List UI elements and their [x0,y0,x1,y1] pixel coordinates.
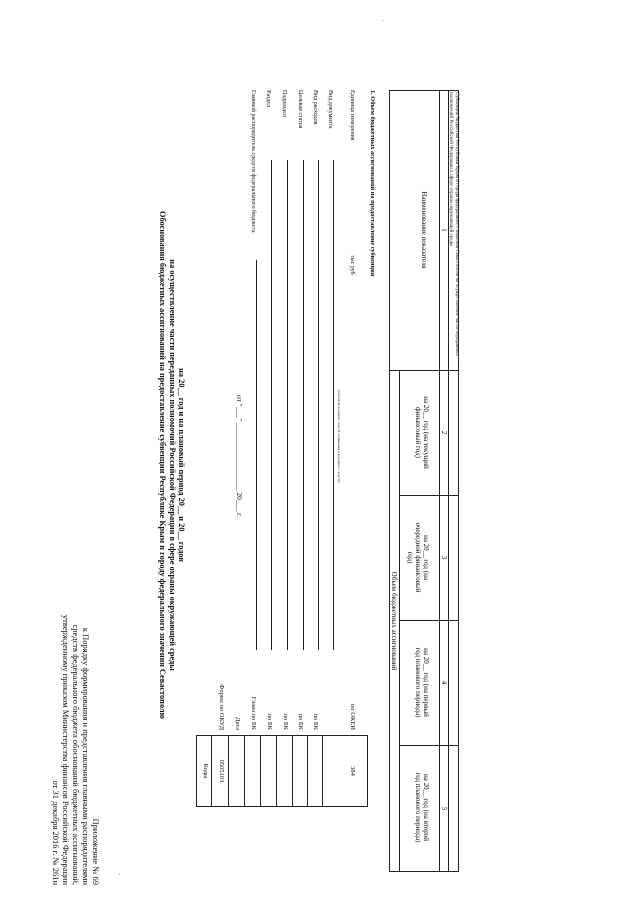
table-header-col-5: на 20__ год (на второй год планового периода) [413,772,430,843]
codes-divider [211,735,212,807]
codes-divider [322,735,323,807]
form-title-line-3: на 20__ год и на плановый период 20__ и 20__ годов [177,368,186,562]
field-document-type: Вид документа [327,90,333,129]
codes-label-bk-4: по БК [312,713,319,730]
scan-speck [383,20,384,21]
codes-divider [260,735,261,807]
table-number-4: 4 [440,680,448,685]
codes-label-bk-2: по БК [282,713,289,730]
field-line-subsection [287,160,288,650]
appendix-line-3: утвержденному приказом Министерства финансов Российской Федерации [61,614,71,885]
table-row-label: Субвенция бюджетам Республики Крым и города федерального значения Севастополя на осуществление части переданных полномочий Российской Федерации в сфере охраны окружающей среды [448,92,459,356]
codes-divider [244,735,245,807]
date-line: от "___" __________________ 20___ г. [235,395,244,518]
table-col-divider [400,620,459,621]
codes-value-okei: 384 [349,766,356,776]
appendix-line-1: к Порядку формирования и представления главными распорядителями [81,627,91,885]
codes-label-bk-1: по БК [266,713,273,730]
codes-label-okud: Форма по ОКУД [218,684,225,730]
codes-value-okud: 0505103 [218,759,225,783]
table-number-3: 3 [440,555,448,560]
codes-divider [307,735,308,807]
field-line-expense-type [318,160,319,650]
form-title-line-2: на осуществление части переданных полномочий Российской Федерации в сфере охраны окружающей среды [168,259,177,671]
form-title-line-1: Обоснования бюджетных ассигнований на предоставление субвенции Республике Крым и городу федерального значения Севастополю [158,211,167,719]
table-group-header: Объем бюджетных ассигнований [390,571,398,671]
field-line-target-article [303,160,304,650]
table-header-name: Наименование показателя [420,191,428,269]
codes-divider [292,735,293,807]
appendix-number: Приложение № 69 [91,818,101,885]
codes-label-date: Дата [234,717,241,730]
field-line-main-manager [256,260,257,650]
document-type-note: (основной документ - код 01, изменения к документу - код 02) [337,390,341,483]
appendix-line-4: от 31 декабря 2016 г. № 261н [51,780,61,885]
field-expense-type: Вид расходов [312,90,318,125]
field-main-manager: Главный распорядитель средств федерального бюджета [250,90,256,233]
field-line-document-type [333,160,334,650]
table-number-1: 1 [440,228,448,232]
field-section: Раздел [265,90,271,107]
table-col-divider [400,495,459,496]
table-number-5: 5 [440,806,448,811]
field-subsection: Подраздел [281,90,287,117]
codes-header: Коды [202,763,209,779]
field-target-article: Целевая статья [297,90,303,129]
table-header-col-2: на 20__ год (на текущий финансовый год) [413,396,430,469]
codes-label-chapter: Глава по БК [250,696,257,730]
table-header-col-3: на 20__ год (на очередной финансовый год) [405,522,430,593]
unit-value: тыс руб [349,255,355,275]
codes-divider [276,735,277,807]
codes-divider [228,735,229,807]
codes-label-bk-3: по БК [297,713,304,730]
codes-label-okei: по ОКЕИ [349,703,356,730]
table-group-divider [399,370,400,872]
section-1-title: 1. Объем бюджетных ассигнований на предоставление субвенции [369,90,376,277]
unit-label: Единица измерения [349,90,355,141]
field-line-section [271,160,272,650]
appendix-line-2: средств федерального бюджета обоснований бюджетных ассигнований, [71,624,81,885]
table-number-2: 2 [440,430,448,435]
table-col-divider [400,745,459,746]
scan-speck [119,874,120,875]
table-header-col-4: на 20__ год (на первый год планового периода) [413,647,430,718]
